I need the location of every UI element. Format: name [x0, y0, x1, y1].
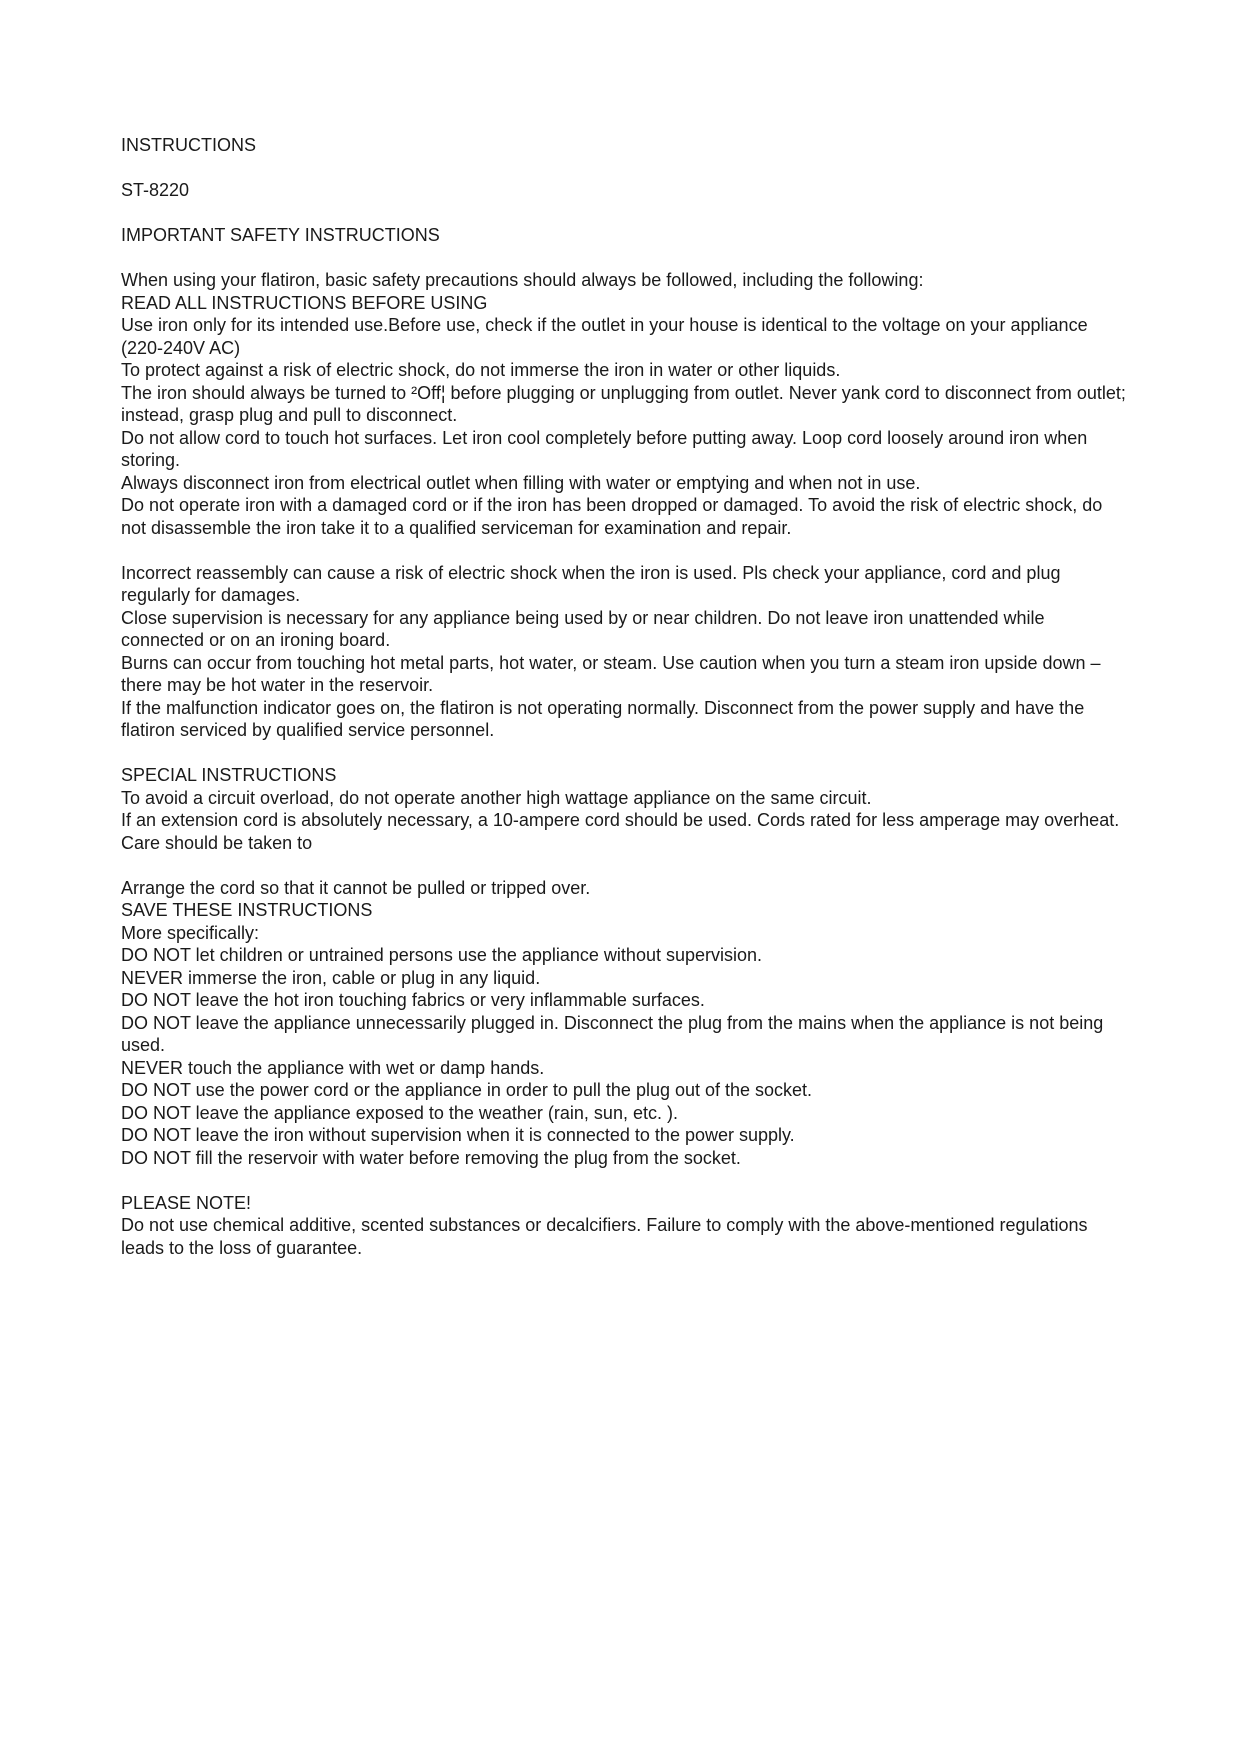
- spacer: [121, 539, 1131, 562]
- special-heading: SPECIAL INSTRUCTIONS: [121, 765, 337, 785]
- model-number: ST-8220: [121, 180, 190, 200]
- spacer: [121, 854, 1131, 877]
- special-line: If an extension cord is absolutely necessary, a 10-ampere cord should be used. Cords rated for less amperage may overheat. Care should be taken to: [121, 810, 1120, 853]
- spacer: [121, 742, 1131, 765]
- rule-line: NEVER immerse the iron, cable or plug in any liquid.: [121, 967, 541, 988]
- warning-line: If the malfunction indicator goes on, the flatiron is not operating normally. Disconnect from the power supply and have the flatiron serviced by qualified service personnel.: [121, 697, 1085, 740]
- arrange-line: Arrange the cord so that it cannot be pulled or tripped over.: [121, 877, 591, 898]
- document-body: [121, 134, 1131, 1259]
- rule-line: DO NOT let children or untrained persons use the appliance without supervision.: [121, 945, 763, 965]
- rule-line: DO NOT use the power cord or the appliance in order to pull the plug out of the socket.: [121, 1080, 813, 1100]
- intro-line: When using your flatiron, basic safety precautions should always be followed, including the following:: [121, 270, 924, 290]
- document-title: INSTRUCTIONS: [121, 135, 256, 155]
- spacer: [121, 1169, 1131, 1192]
- spacer: [121, 157, 1131, 180]
- intro-line: The iron should always be turned to ²Off¦ before plugging or unplugging from outlet. Never yank cord to disconnect from outlet; instead, grasp plug and pull to disconnect.: [121, 382, 1126, 425]
- intro-line: Use iron only for its intended use.Before use, check if the outlet in your house is identical to the voltage on your appliance (220-240V AC): [121, 315, 1088, 358]
- warning-line: Incorrect reassembly can cause a risk of electric shock when the iron is used. Pls check your appliance, cord and plug regularly for damages.: [121, 562, 1061, 605]
- intro-line: Do not allow cord to touch hot surfaces. Let iron cool completely before putting away. Loop cord loosely around iron when storing.: [121, 427, 1088, 470]
- special-line: To avoid a circuit overload, do not operate another high wattage appliance on the same circuit.: [121, 787, 872, 808]
- note-heading: PLEASE NOTE!: [121, 1192, 252, 1213]
- rule-line: DO NOT leave the iron without supervision when it is connected to the power supply.: [121, 1125, 795, 1145]
- rule-line: DO NOT leave the hot iron touching fabrics or very inflammable surfaces.: [121, 990, 705, 1010]
- spacer: [121, 247, 1131, 270]
- save-heading: SAVE THESE INSTRUCTIONS: [121, 900, 373, 920]
- intro-line: To protect against a risk of electric shock, do not immerse the iron in water or other liquids.: [121, 360, 841, 380]
- rule-line: DO NOT fill the reservoir with water before removing the plug from the socket.: [121, 1147, 741, 1168]
- intro-line: READ ALL INSTRUCTIONS BEFORE USING: [121, 292, 488, 313]
- more-label: More specifically:: [121, 922, 260, 943]
- spacer: [121, 202, 1131, 225]
- rule-line: DO NOT leave the appliance exposed to the weather (rain, sun, etc. ).: [121, 1102, 678, 1123]
- intro-line: Always disconnect iron from electrical outlet when filling with water or emptying and when not in use.: [121, 472, 921, 493]
- safety-heading: IMPORTANT SAFETY INSTRUCTIONS: [121, 225, 440, 245]
- note-text: Do not use chemical additive, scented substances or decalcifiers. Failure to comply with the above-mentioned regulations leads to the loss of guarantee.: [121, 1215, 1088, 1258]
- rule-line: NEVER touch the appliance with wet or damp hands.: [121, 1057, 545, 1078]
- warning-line: Close supervision is necessary for any appliance being used by or near children. Do not leave iron unattended while connected or on an ironing board.: [121, 607, 1045, 650]
- intro-line: Do not operate iron with a damaged cord or if the iron has been dropped or damaged. To avoid the risk of electric shock, do not disassemble the iron take it to a qualified serviceman for examination and repair.: [121, 495, 1103, 538]
- rule-line: DO NOT leave the appliance unnecessarily plugged in. Disconnect the plug from the mains when the appliance is not being used.: [121, 1012, 1104, 1055]
- warning-line: Burns can occur from touching hot metal parts, hot water, or steam. Use caution when you turn a steam iron upside down – there may be hot water in the reservoir.: [121, 652, 1101, 695]
